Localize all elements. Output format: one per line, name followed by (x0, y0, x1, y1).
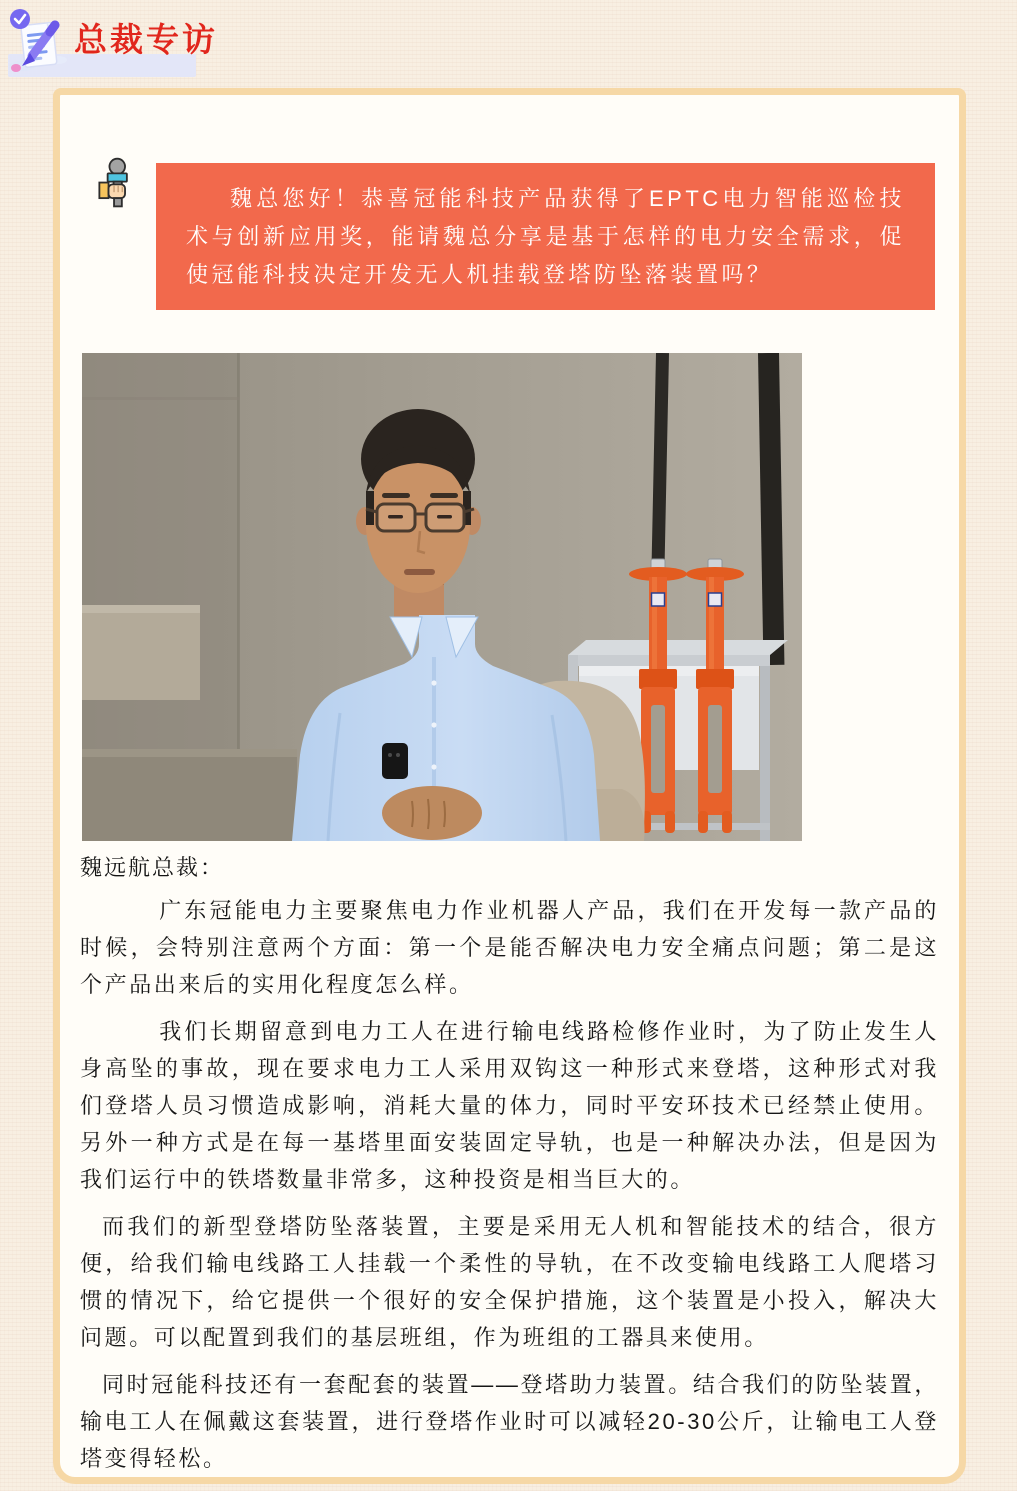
page-header (0, 0, 1017, 88)
page-title: 总裁专访 (74, 21, 218, 58)
answer-paragraph: 我们长期留意到电力工人在进行输电线路检修作业时，为了防止发生人身高坠的事故，现在要求电力工人采用双钩这一种形式来登塔，这种形式对我们登塔人员习惯造成影响，消耗大量的体力，同时平安环技术已经禁止使用。另外一种方式是在每一基塔里面安装固定导轨，也是一种解决办法，但是因为我们运行中的铁塔数量非常多，这种投资是相当巨大的。 (80, 1019, 939, 1192)
content-card (53, 88, 966, 1484)
interview-photo (82, 353, 802, 841)
speaker-name: 魏远航总裁： (80, 855, 225, 880)
question-row (98, 163, 959, 310)
question-text: 魏总您好！恭喜冠能科技产品获得了EPTC电力智能巡检技术与创新应用奖，能请魏总分享是基于怎样的电力安全需求，促使冠能科技决定开发无人机挂载登塔防坠落装置吗？ (186, 186, 905, 287)
answer-paragraph: 而我们的新型登塔防坠落装置，主要是采用无人机和智能技术的结合，很方便，给我们输电线路工人挂载一个柔性的导轨，在不改变输电线路工人爬塔习惯的情况下，给它提供一个很好的安全保护措施，这个装置是小投入，解决大问题。可以配置到我们的基层班组，作为班组的工器具来使用。 (80, 1214, 939, 1350)
notes-pen-check-icon (8, 8, 70, 74)
lapel-microphone (382, 743, 408, 779)
answer-paragraph: 同时冠能科技还有一套配套的装置——登塔助力装置。结合我们的防坠装置，输电工人在佩戴这套装置，进行登塔作业时可以减轻20-30公斤，让输电工人登塔变得轻松。 (80, 1372, 939, 1471)
question-box (156, 163, 935, 310)
answer-paragraph: 广东冠能电力主要聚焦电力作业机器人产品，我们在开发每一款产品的时候，会特别注意两个方面：第一个是能否解决电力安全痛点问题；第二是这个产品出来后的实用化程度怎么样。 (80, 898, 939, 997)
microphone-hand-icon (98, 157, 131, 209)
